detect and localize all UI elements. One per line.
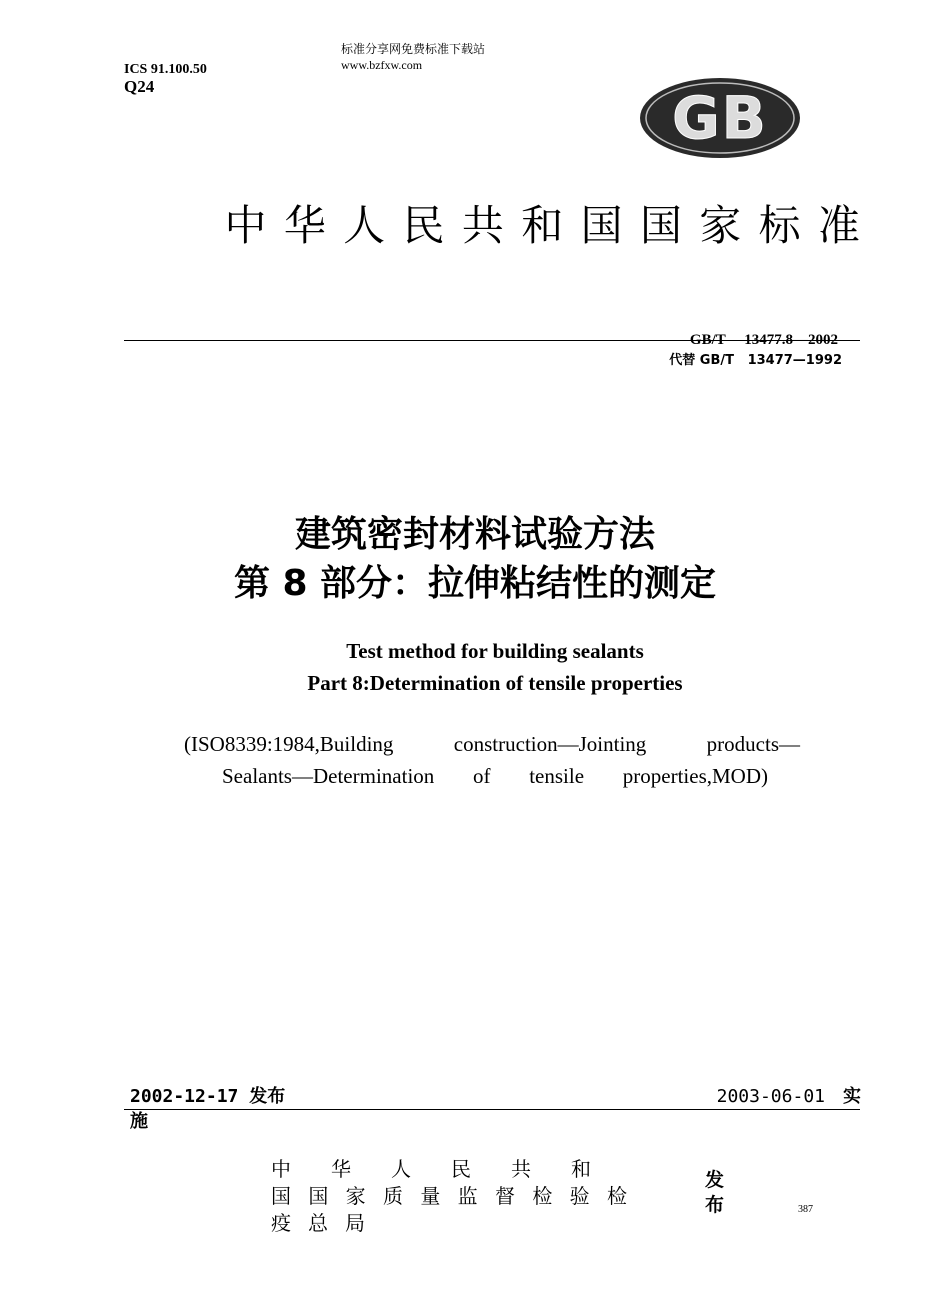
issuer-line2: 国 国 家 质 量 监 督 检 验 检 xyxy=(271,1184,627,1208)
implementation-date: 2003-06-01 xyxy=(716,1086,825,1107)
publish-label: 发 布 xyxy=(705,1169,725,1216)
implementation-label-1: 实 xyxy=(843,1086,861,1107)
issuer-line3: 疫 总 局 xyxy=(271,1211,365,1235)
issue-date: 2002-12-17 发布 xyxy=(130,1086,286,1107)
site-name: 标准分享网免费标准下载站 xyxy=(341,42,486,56)
site-url[interactable]: www.bzfxw.com xyxy=(341,58,423,72)
issuer-line1: 中 华 人 民 共 和 xyxy=(271,1157,591,1181)
replaces-standard: 代替 GB/T 13477—1992 xyxy=(669,353,842,368)
title-cn-line1: 建筑密封材料试验方法 xyxy=(294,514,655,555)
footer-divider xyxy=(124,1109,860,1110)
title-cn-line2: 第 8 部分：拉伸粘结性的测定 xyxy=(233,563,717,604)
iso-reference-line1: (ISO8339:1984,Building construction—Jointing products— xyxy=(184,732,800,756)
ccs-code: Q24 xyxy=(124,77,155,96)
gb-logo xyxy=(638,76,802,160)
title-en-line1: Test method for building sealants xyxy=(346,639,644,663)
page-number: 387 xyxy=(798,1204,813,1215)
title-en-line2: Part 8:Determination of tensile properties xyxy=(307,671,683,695)
ics-code: ICS 91.100.50 xyxy=(124,62,207,77)
standard-number: GB/T 13477.8—2002 xyxy=(689,332,838,348)
implementation-label-2: 施 xyxy=(130,1111,148,1132)
national-standard-title: 中 华 人 民 共 和 国 国 家 标 准 xyxy=(224,201,862,250)
iso-reference-line2: Sealants—Determination of tensile properties,MOD) xyxy=(222,764,768,788)
gb-logo-text: GB xyxy=(672,84,768,152)
